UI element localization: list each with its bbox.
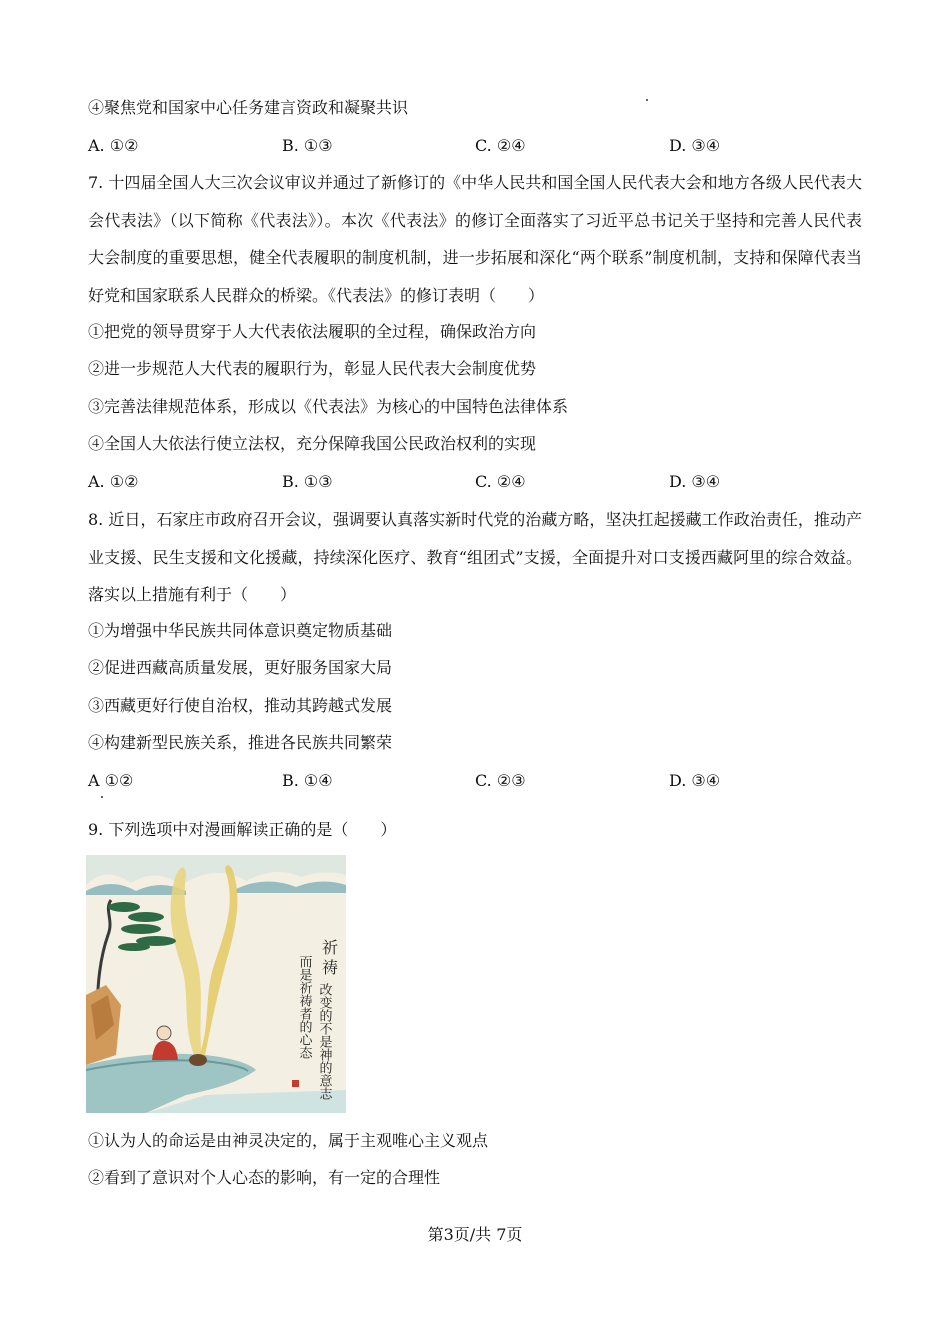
q6-item-4: ④聚焦党和国家中心任务建言资政和凝聚共识 bbox=[88, 98, 409, 117]
q7-option-d: D. ③④ bbox=[669, 472, 721, 491]
q7-item-3: ③完善法律规范体系，形成以《代表法》为核心的中国特色法律体系 bbox=[88, 397, 569, 416]
q8-option-c: C. ②③ bbox=[475, 771, 526, 790]
q9-stem: 9. 下列选项中对漫画解读正确的是（ ） bbox=[88, 820, 397, 839]
q8-item-3: ③西藏更好行使自治权，推动其跨越式发展 bbox=[88, 696, 393, 715]
q8-item-4: ④构建新型民族关系，推进各民族共同繁荣 bbox=[88, 733, 393, 752]
cartoon-char-2: 祷 bbox=[322, 958, 339, 977]
cartoon-image bbox=[86, 855, 346, 1113]
page-footer: 第3页/共 7页 bbox=[427, 1225, 523, 1244]
q8-stem: 8. 近日，石家庄市政府召开会议，强调要认真落实新时代党的治藏方略，坚决扛起援藏工作政治责任，推动产业支援、民生支援和文化援藏，持续深化医疗、教育“组团式”支援，全面提升对口支援西藏阿里的综合效益。落实以上措施有利于（ ） bbox=[88, 510, 862, 604]
q6-option-b: B. ①③ bbox=[282, 136, 333, 155]
q8-option-d: D. ③④ bbox=[669, 771, 721, 790]
q7-item-1: ①把党的领导贯穿于人大代表依法履职的全过程，确保政治方向 bbox=[88, 322, 537, 341]
q7-options bbox=[88, 472, 868, 492]
speck bbox=[646, 99, 648, 101]
speck bbox=[101, 796, 103, 798]
q9-item-1: ①认为人的命运是由神灵决定的，属于主观唯心主义观点 bbox=[88, 1131, 489, 1150]
seal-stamp bbox=[292, 1080, 299, 1087]
q7-stem: 7. 十四届全国人大三次会议审议并通过了新修订的《中华人民共和国全国人民代表大会和地方各级人民代表大会代表法》（以下简称《代表法》）。本次《代表法》的修订全面落实了习近平总书记关于坚持和完善人民代表大会制度的重要思想，健全代表履职的制度机制，进一步拓展和深化“两个联系”制度机制，支持和保障代表当好党和国家联系人民群众的桥梁。《代表法》的修订表明（ ） bbox=[88, 173, 862, 305]
q7-item-4: ④全国人大依法行使立法权，充分保障我国公民政治权利的实现 bbox=[88, 434, 537, 453]
q6-option-d: D. ③④ bbox=[669, 136, 721, 155]
q8-item-1: ①为增强中华民族共同体意识奠定物质基础 bbox=[88, 621, 393, 640]
q8-options bbox=[88, 771, 868, 791]
q8-option-a: A ①② bbox=[88, 771, 134, 790]
q8-item-2: ②促进西藏高质量发展，更好服务国家大局 bbox=[88, 658, 393, 677]
cartoon-caption-2: 而是祈祷者的心态 bbox=[296, 955, 312, 1059]
q7-item-2: ②进一步规范人大代表的履职行为，彰显人民代表大会制度优势 bbox=[88, 359, 537, 378]
q7-option-b: B. ①③ bbox=[282, 472, 333, 491]
q6-options bbox=[88, 136, 868, 156]
q7-option-a: A. ①② bbox=[88, 472, 139, 491]
q9-item-2: ②看到了意识对个人心态的影响，有一定的合理性 bbox=[88, 1168, 441, 1187]
q6-option-c: C. ②④ bbox=[475, 136, 526, 155]
q7-option-c: C. ②④ bbox=[475, 472, 526, 491]
cartoon-char-1: 祈 bbox=[322, 938, 339, 957]
cartoon-caption-1: 改变的不是神的意志 bbox=[316, 983, 332, 1100]
q6-option-a: A. ①② bbox=[88, 136, 139, 155]
q8-option-b: B. ①④ bbox=[282, 771, 333, 790]
